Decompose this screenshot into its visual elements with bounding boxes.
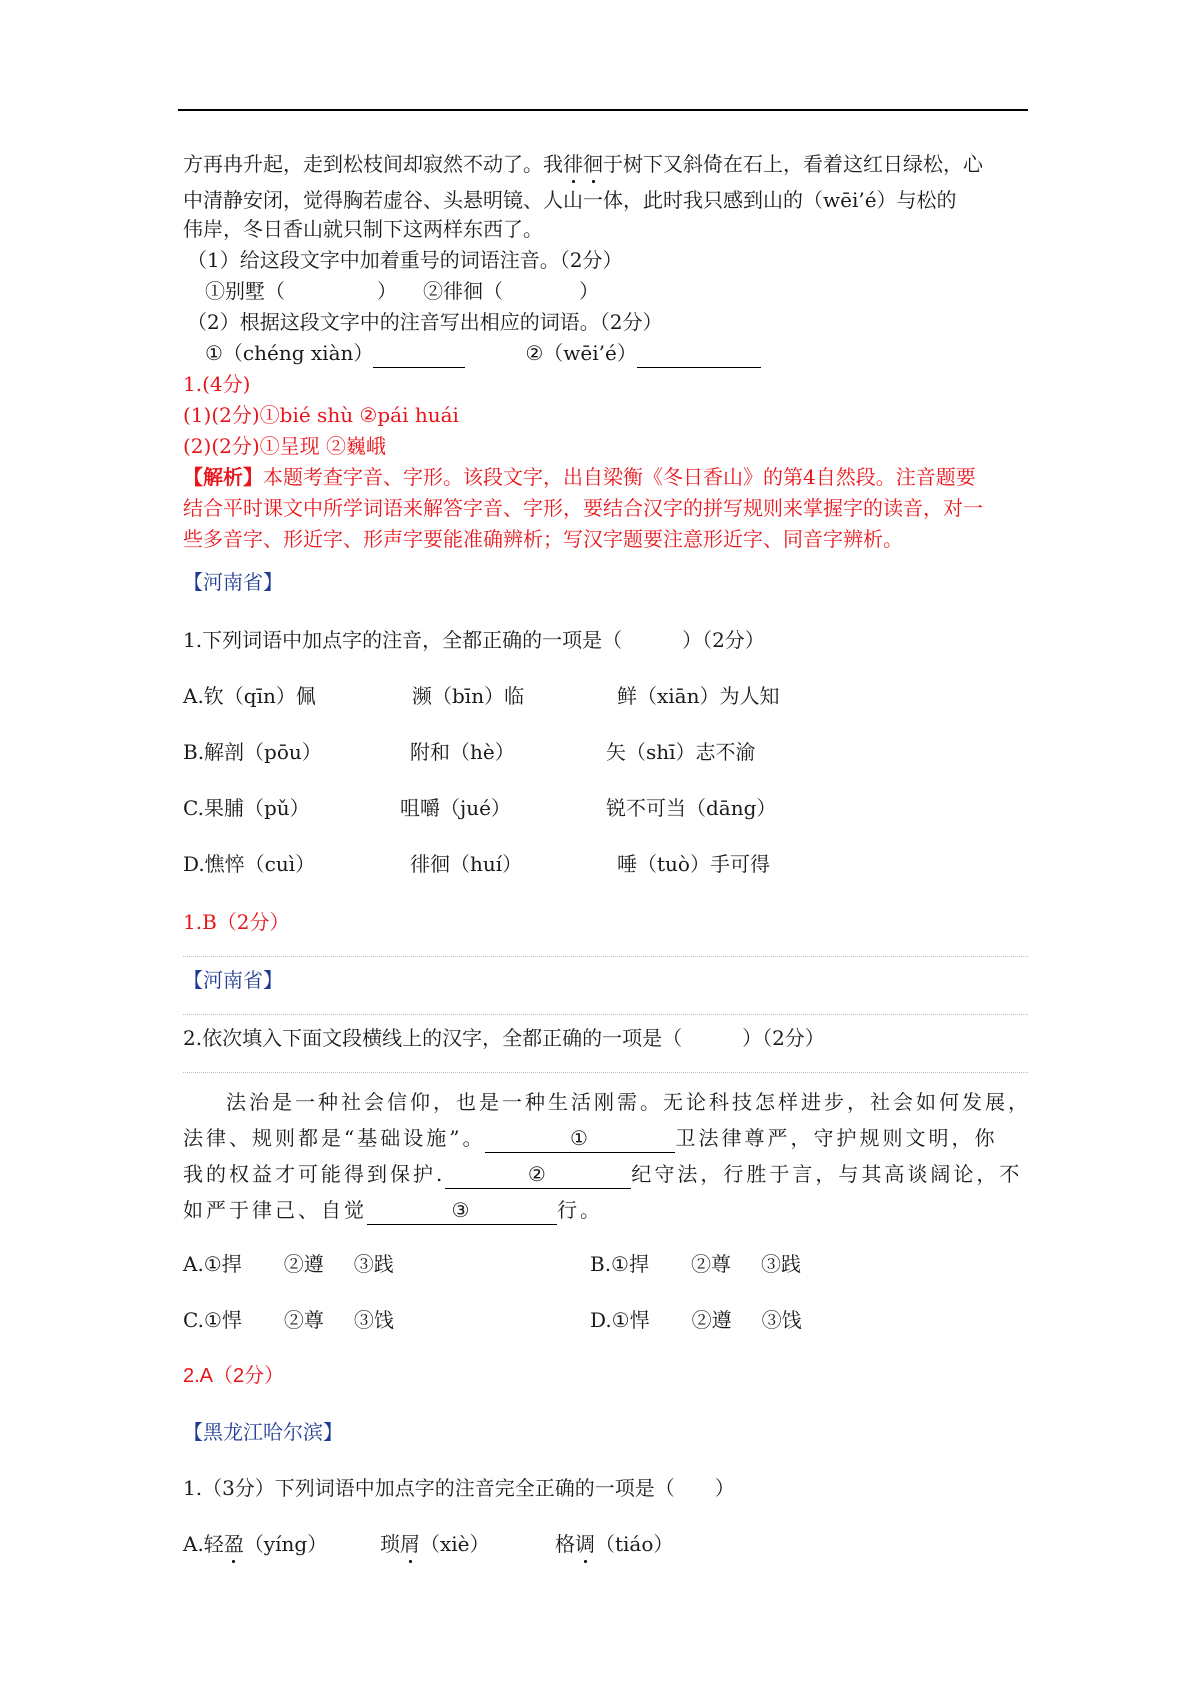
harbin-option-b: 琐屑（xiè） — [380, 1532, 490, 1556]
henan-q2-paragraph-1: 法治是一种社会信仰，也是一种生活刚需。无论科技怎样进步，社会如何发展， — [226, 1090, 1031, 1114]
harbin-option-c: 格调（tiáo） — [555, 1532, 674, 1556]
dotted-separator — [183, 1072, 1028, 1073]
analysis-line-3: 些多音字、形近字、形声字要能准确辨析；写汉字题要注意形近字、同音字辨析。 — [183, 527, 903, 551]
q1-prompt: （1）给这段文字中加着重号的词语注音。（2分） — [187, 248, 623, 272]
option-d-1: D.憔悴（cuì） — [183, 852, 316, 876]
henan-q2-paragraph-3: 我的权益才可能得到保护. ② 纪守法，行胜于言，与其高谈阔论，不 — [183, 1160, 1022, 1189]
answer-1-line-2: (2)(2分)①呈现 ②巍峨 — [183, 434, 387, 458]
answer-blank — [637, 339, 761, 368]
emphasis-char: 徘 — [563, 152, 583, 176]
emphasis-char: 调 — [575, 1532, 595, 1556]
fill-blank-3: ③ — [367, 1196, 557, 1225]
henan-q2-paragraph-2: 法律、规则都是“基础设施”。 ① 卫法律尊严，守护规则文明，你 — [183, 1124, 997, 1153]
emphasis-char: 徊 — [583, 152, 603, 176]
emphasis-char: 屑 — [400, 1532, 420, 1556]
option-c-2: 咀嚼（jué） — [400, 796, 511, 820]
option-d-2: 徘徊（huí） — [410, 852, 523, 876]
henan-q2-prompt: 2.依次填入下面文段横线上的汉字，全都正确的一项是（ ）（2分） — [183, 1026, 825, 1050]
fill-blank-2: ② — [445, 1160, 631, 1189]
option-c-1: C.果脯（pǔ） — [183, 796, 310, 820]
section-heading-henan-2: 【河南省】 — [183, 968, 283, 992]
emphasis-char: 盈 — [223, 1532, 244, 1556]
analysis-line-2: 结合平时课文中所学词语来解答字音、字形，要结合汉字的拼写规则来掌握字的读音，对一 — [183, 496, 983, 520]
option-b-1: B.解剖（pōu） — [183, 740, 322, 764]
q2-items: ①（chéng xiàn） ②（wēi’é） — [205, 339, 761, 368]
option-a-1: A.钦（qīn）佩 — [183, 684, 316, 708]
header-rule — [178, 109, 1028, 111]
passage-line-2: 中清静安闭，觉得胸若虚谷、头悬明镜、人山一体，此时我只感到山的（wēi’é）与松的 — [183, 188, 957, 212]
option-d-3: 唾（tuò）手可得 — [617, 852, 770, 876]
fill-blank-1: ① — [485, 1124, 675, 1153]
option-c-3: 锐不可当（dāng） — [606, 796, 777, 820]
q1-items: ①别墅（ ） ②徘徊（ ） — [205, 279, 599, 303]
henan-q2-answer: 2.A（2分） — [183, 1365, 285, 1387]
answer-1-head: 1.(4分) — [183, 372, 251, 396]
option-b-3: 矢（shī）志不渝 — [606, 740, 756, 764]
analysis-line-1: 【解析】本题考查字音、字形。该段文字，出自梁衡《冬日香山》的第4自然段。注音题要 — [183, 465, 976, 489]
dotted-separator — [183, 956, 1028, 957]
henan-q1-answer: 1.B（2分） — [183, 910, 290, 934]
harbin-q1-prompt: 1.（3分）下列词语中加点字的注音完全正确的一项是（ ） — [183, 1476, 735, 1500]
option-c-q2: C.①悍 ②尊 ③饯 — [183, 1308, 394, 1332]
section-heading-harbin: 【黑龙江哈尔滨】 — [183, 1420, 343, 1444]
henan-q1-prompt: 1.下列词语中加点字的注音，全都正确的一项是（ ）（2分） — [183, 628, 765, 652]
answer-blank — [373, 339, 465, 368]
option-b-q2: B.①捍 ②尊 ③践 — [590, 1252, 801, 1276]
option-a-2: 濒（bīn）临 — [412, 684, 525, 708]
option-d-q2: D.①悍 ②遵 ③饯 — [590, 1308, 802, 1332]
option-a-q2: A.①捍 ②遵 ③践 — [183, 1252, 394, 1276]
option-a-3: 鲜（xiān）为人知 — [617, 684, 780, 708]
section-heading-henan: 【河南省】 — [183, 570, 283, 594]
passage-line-3: 伟岸，冬日香山就只制下这两样东西了。 — [183, 217, 543, 241]
q2-prompt: （2）根据这段文字中的注音写出相应的词语。（2分） — [187, 310, 663, 334]
passage-line-1: 方再冉升起，走到松枝间却寂然不动了。我徘徊于树下又斜倚在石上，看着这红日绿松，心 — [183, 152, 983, 176]
dotted-separator — [183, 1014, 1028, 1015]
option-b-2: 附和（hè） — [410, 740, 515, 764]
answer-1-line-1: (1)(2分)①bié shù ②pái huái — [183, 403, 459, 427]
henan-q2-paragraph-4: 如严于律己、自觉 ③ 行。 — [183, 1196, 603, 1225]
harbin-option-a: A.轻盈（yíng） — [183, 1532, 328, 1556]
